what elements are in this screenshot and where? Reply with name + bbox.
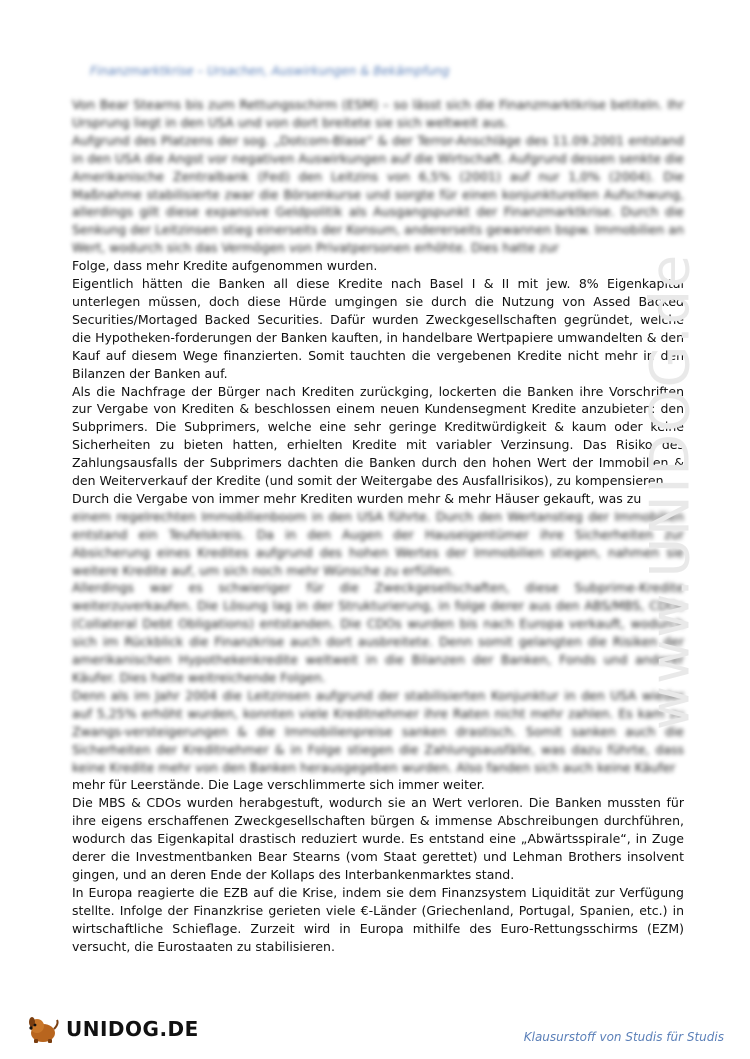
paragraph: Die MBS & CDOs wurden herabgestuft, wodurch sie an Wert verloren. Die Banken mussten für ihre eigens erschaffenen Zweckgesellschaften bürgen & immense Abschreibungen durchführen, wodurch das Eigenkapital drastisch reduziert wurde. Es entstand eine „Abwärtsspirale“, in Zuge derer die Investmentbanken Bear Stearns (vom Staat gerettet) und Lehman Brothers insolvent gingen, und an deren Ende der Kollaps des Interbankenmarktes stand. [72,795,684,882]
paragraph: Von Bear Stearns bis zum Rettungsschirm (ESM) – so lässt sich die Finanzmarktkrise betiteln. Ihr Ursprung liegt in den USA und von dort breitete sie sich weltweit aus. [72,97,684,130]
unidog-logo[interactable] [26,1014,199,1044]
paragraph: In Europa reagierte die EZB auf die Krise, indem sie dem Finanzsystem Liquidität zur Verfügung stellte. Infolge der Finanzkrise gerieten viele €-Länder (Griechenland, Portugal, Spanien, etc.) in wirtschaftliche Schieflage. Zurzeit wird in Europa mithilfe des Euro-Rettungsschirms (EZM) versucht, die Eurostaaten zu stabilisieren. [72,884,684,954]
paragraph: Allerdings war es schwieriger für die Zweckgesellschaften, diese Subprime-Kredite weiterzuverkaufen. Die Lösung lag in der Strukturierung, in folge derer aus den ABS/MBS, CDOs (Collateral Debt Obligations) entstanden. Die CDOs wurden bis nach Europa verkauft, wodurch sich im Rückblick die Finanzkrise auch dort ausbreitete. Denn somit gelangten die Risiken der amerikanischen Hypothekenkredite weltweit in die Bilanzen der Banken, Fonds und anderer Käufer. Dies hatte weitreichende Folgen. [72,580,684,685]
document-title: Finanzmarktkrise – Ursachen, Auswirkungen & Bekämpfung [90,64,450,78]
paragraph: Eigentlich hätten die Banken all diese Kredite nach Basel I & II mit jew. 8% Eigenkapital unterlegen müssen, doch diese Hürde umgingen sie durch die Nutzung von Assed Backed Securities/Mortaged Backed Securities. Dafür wurden Zweckgesellschaften gegründet, welche die Hypotheken-forderungen der Banken kauften, in handelbare Wertpapiere umwandelten & den Kauf auf diesem Wege finanzierten. Somit tauchten die vergebenen Kredite nicht mehr in den Bilanzen der Banken auf. [72,276,684,381]
paragraph: Als die Nachfrage der Bürger nach Krediten zurückging, lockerten die Banken ihre Vorschriften zur Vergabe von Krediten & beschlossen einem neuen Kundensegment Kredite anzubieten: den Subprimers. Die Subprimers, welche eine sehr geringe Kreditwürdigkeit & kaum oder keine Sicherheiten zu bieten hatten, erhielten Kredite mit variabler Verzinsung. Das Risiko des Zahlungsausfalls der Subprimers dachten die Banken durch den hohen Wert der Immobilien & den Weiterverkauf der Kredite (und somit der Weitergabe des Ausfallrisikos), zu kompensieren. [72,383,684,489]
paragraph: Denn als im Jahr 2004 die Leitzinsen aufgrund der stabilisierten Konjunktur in den USA wieder auf 5,25% erhöht wurden, konnten viele Kreditnehmer ihre Raten nicht mehr zahlen. Es kam zu Zwangs-versteigerungen & die Immobilienpreise sanken drastisch. Somit sanken auch die Sicherheiten der Kreditnehmer & in Folge stiegen die Zahlungsausfälle, was dazu führte, dass keine Kredite mehr von den Banken herausgegeben wurden. Also fanden sich auch keine Käufer [72,687,684,775]
footer-slogan: Klausurstoff von Studis für Studis [523,1030,724,1044]
paragraph: einem regelrechten Immobilienboom in den USA führte. Durch den Wertanstieg der Immobilien entstand ein Teufelskreis. Da in den Augen der Hauseigentümer ihre Sicherheiten zur Absicherung eines Kredites aufgrund des hohen Wertes der Immobilien stiegen, nahmen sie weitere Kredite auf, um sich noch mehr Wünsche zu erfüllen. [72,508,684,578]
paragraph: Folge, dass mehr Kredite aufgenommen wurden. [72,258,378,274]
document-body [72,96,684,956]
paragraph: Durch die Vergabe von immer mehr Krediten wurden mehr & mehr Häuser gekauft, was zu [72,490,642,506]
dog-mascot-icon [26,1014,60,1044]
paragraph: Aufgrund des Platzens der sog. „Dotcom-Blase“ & der Terror-Anschläge des 11.09.2001 entstand in den USA die Angst vor negativen Auswirkungen auf die Wirtschaft. Aufgrund dessen senkte die Amerikanische Zentralbank (Fed) den Leitzins von 6,5% (2001) auf nur 1,0% (2004). Die Maßnahme stabilisierte zwar die Börsenkurse und sorgte für einen konjunkturellen Aufschwung, allerdings gilt diese expansive Geldpolitik als Ausgangspunkt der Finanzmarktkrise. Durch die Senkung der Leitzinsen stieg einerseits der Konsum, andererseits gewannen bspw. Immobilien an Wert, wodurch sich das Vermögen von Privatpersonen erhöhte. Dies hatte zur [72,132,684,256]
logo-text: UNIDOG.DE [66,1017,199,1041]
watermark: www.UNIDOG.de [638,252,702,731]
paragraph: mehr für Leerstände. Die Lage verschlimmerte sich immer weiter. [72,777,485,793]
